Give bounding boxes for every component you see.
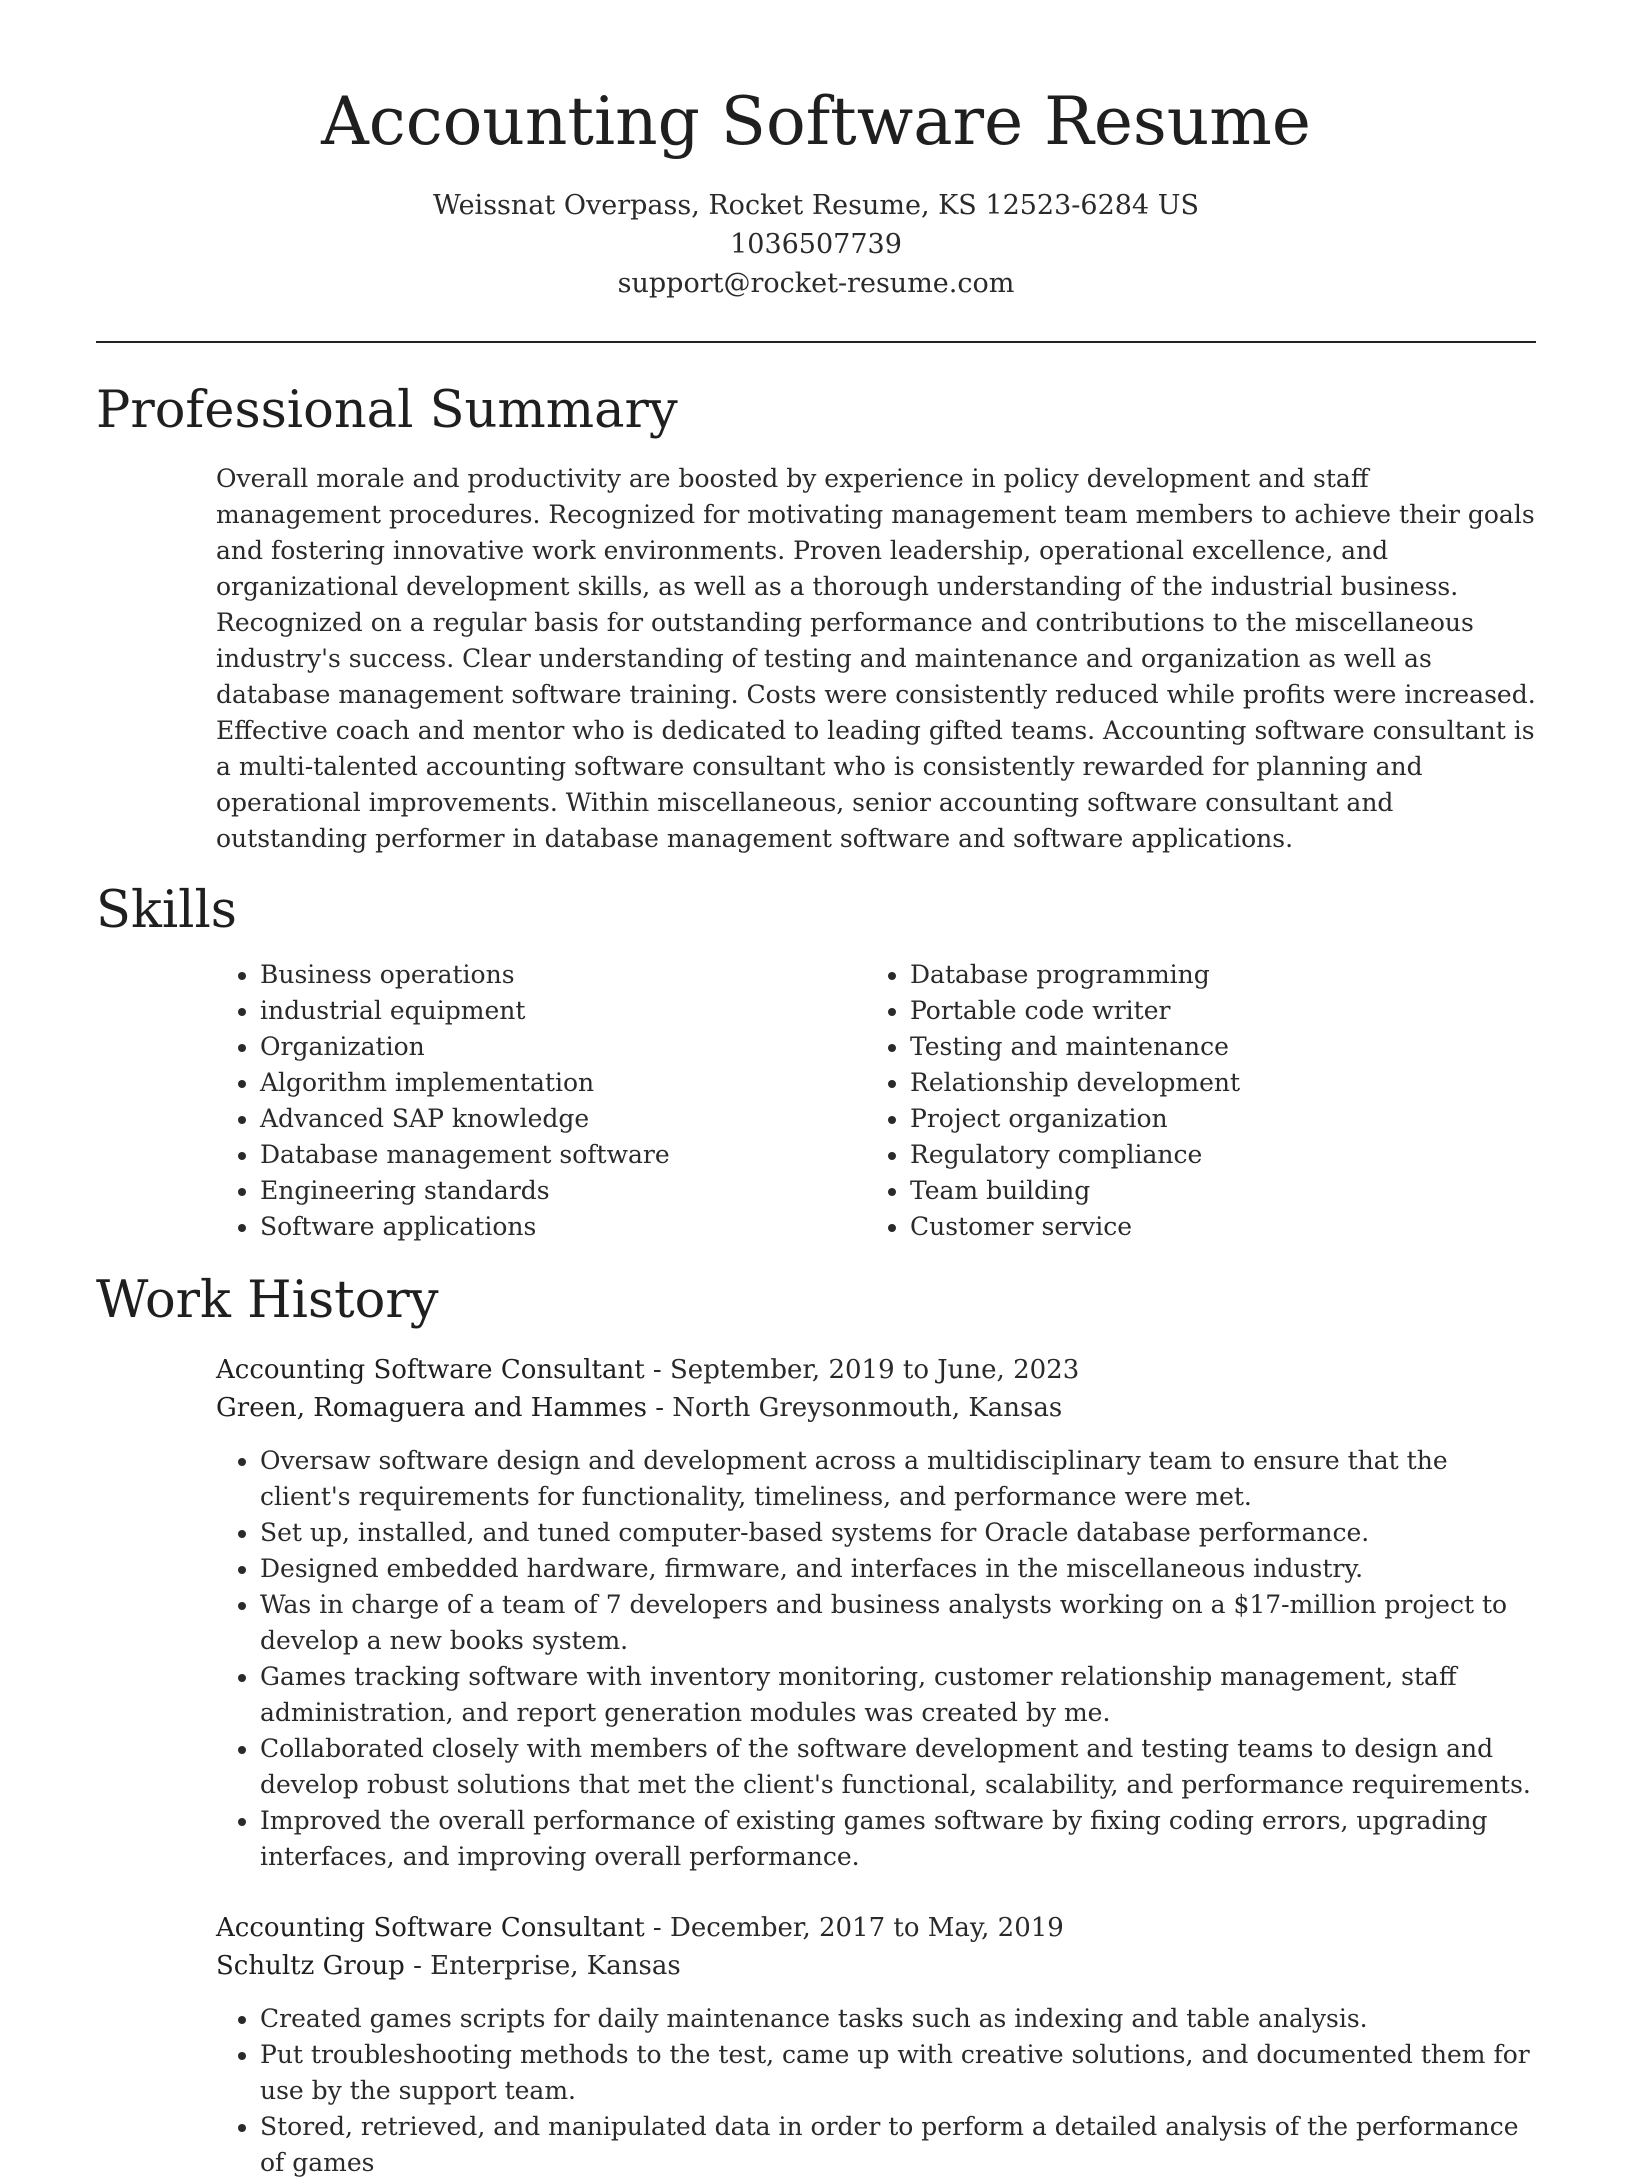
job-bullet: • Improved the overall performance of existing games software by fixing coding errors, upgrading interfaces, and improving overall performance. (260, 1803, 1536, 1875)
skill-item: • Customer service (910, 1209, 1516, 1245)
job-role: Accounting Software Consultant (216, 1913, 645, 1944)
skill-item: • Project organization (910, 1101, 1516, 1137)
skill-item: • Business operations (260, 957, 866, 993)
section-title-skills: Skills (96, 880, 237, 940)
skill-item: • Team building (910, 1173, 1516, 1209)
skill-item: • Database programming (910, 957, 1516, 993)
job-bullet: • Stored, retrieved, and manipulated data in order to perform a detailed analysis of the performance of games (260, 2109, 1536, 2181)
job-location: North Greysonmouth, Kansas (672, 1393, 1063, 1424)
resume-title: Accounting Software Resume (321, 83, 1311, 160)
skill-item: • Engineering standards (260, 1173, 866, 1209)
contact-address: Weissnat Overpass, Rocket Resume, KS 12523-6284 US (433, 189, 1199, 221)
skill-item: • Regulatory compliance (910, 1137, 1516, 1173)
job-bullet: • Oversaw software design and development across a multidisciplinary team to ensure that the client's requirements for functionality, timeliness, and performance were met. (260, 1443, 1536, 1515)
job-bullet: • Collaborated closely with members of the software development and testing teams to design and develop robust solutions that met the client's functional, scalability, and performance requirements. (260, 1731, 1536, 1803)
skills-list (216, 957, 1536, 1245)
job-company-line (216, 1947, 1536, 1985)
skill-item: • Organization (260, 1029, 866, 1065)
resume-header (96, 0, 1536, 303)
job-bullet: • Designed embedded hardware, firmware, and interfaces in the miscellaneous industry. (260, 1551, 1536, 1587)
job-bullet: • Was in charge of a team of 7 developers and business analysts working on a $17-million project to develop a new books system. (260, 1587, 1536, 1659)
separator: - (644, 1913, 670, 1944)
job-location: Enterprise, Kansas (430, 1951, 681, 1982)
skill-item: • Advanced SAP knowledge (260, 1101, 866, 1137)
skill-item: • Software applications (260, 1209, 866, 1245)
job-role-line (216, 1351, 1536, 1389)
summary-text: Overall morale and productivity are boosted by experience in policy development and staff management procedures. Recognized for motivating management team members to achieve their goals and fostering innovative work environments. Proven leadership, operational excellence, and organizational development skills, as well as a thorough understanding of the industrial business. Recognized on a regular basis for outstanding performance and contributions to the miscellaneous industry's success. Clear understanding of testing and maintenance and organization as well as database management software training. Costs were consistently reduced while profits were increased. Effective coach and mentor who is dedicated to leading gifted teams. Accounting software consultant is a multi-talented accounting software consultant who is consistently rewarded for planning and operational improvements. Within miscellaneous, senior accounting software consultant and outstanding performer in database management software and software applications. (216, 463, 1536, 853)
skill-item: • Portable code writer (910, 993, 1516, 1029)
job-bullets (216, 1443, 1536, 1875)
section-title-work-history: Work History (96, 1271, 439, 1331)
separator: - (404, 1951, 431, 1982)
job-role: Accounting Software Consultant (216, 1355, 645, 1386)
job-dates: September, 2019 to June, 2023 (670, 1355, 1080, 1386)
section-title-summary: Professional Summary (96, 380, 678, 440)
skill-item: • Database management software (260, 1137, 866, 1173)
job-bullet: • Games tracking software with inventory monitoring, customer relationship management, staff administration, and report generation modules was created by me. (260, 1659, 1536, 1731)
header-divider (96, 341, 1536, 343)
contact-email: support@rocket-resume.com (617, 267, 1015, 299)
job-bullets (216, 2001, 1536, 2181)
job-entry (216, 1351, 1536, 1875)
job-dates: December, 2017 to May, 2019 (670, 1913, 1064, 1944)
separator: - (644, 1355, 670, 1386)
job-role-line (216, 1909, 1536, 1947)
skills-column-right (866, 957, 1516, 1245)
skill-item: • Algorithm implementation (260, 1065, 866, 1101)
contact-phone: 1036507739 (730, 228, 902, 260)
job-company-line (216, 1389, 1536, 1427)
job-bullet: • Set up, installed, and tuned computer-based systems for Oracle database performance. (260, 1515, 1536, 1551)
skill-item: • Testing and maintenance (910, 1029, 1516, 1065)
skill-item: • Relationship development (910, 1065, 1516, 1101)
skills-column-left (216, 957, 866, 1245)
job-company: Schultz Group (216, 1951, 405, 1982)
job-bullet: • Created games scripts for daily maintenance tasks such as indexing and table analysis. (260, 2001, 1536, 2037)
separator: - (646, 1393, 673, 1424)
job-entry (216, 1909, 1536, 2181)
contact-block (96, 186, 1536, 303)
job-company: Green, Romaguera and Hammes (216, 1393, 647, 1424)
job-bullet: • Put troubleshooting methods to the test, came up with creative solutions, and documented them for use by the support team. (260, 2037, 1536, 2109)
skill-item: • industrial equipment (260, 993, 866, 1029)
